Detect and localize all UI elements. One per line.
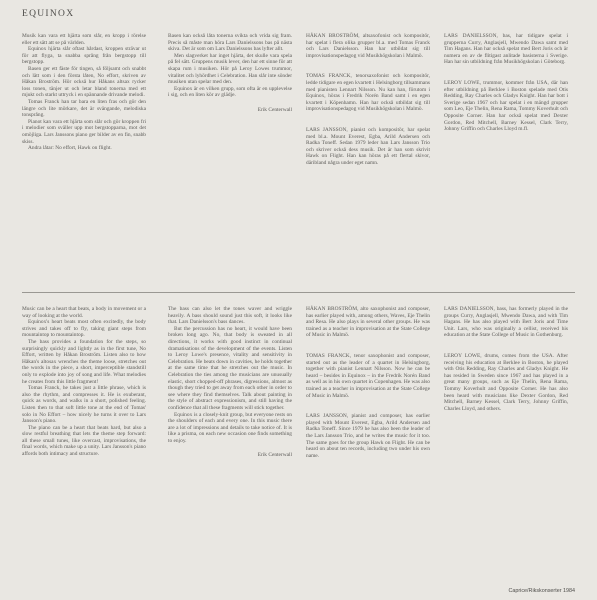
- paragraph: Equinox is a closely-knit group, but everyone rests on the shoulders of each and every one. In this music there are a lot of impressions and details to take notice of. It is like a prisma, on each new occasion one finds something to enjoy.: [168, 411, 292, 444]
- bio-franck: TOMAS FRANCK, tenorsaxofonist och kompositör, ledde tidigare en egen kvartett i Helsingborg tillsammans med pianisten Lennart Nilsson. Nu kan han, förutom i Equinox, höras i Fredrik Norén Band samt i en egen kvartett i Köpenhamn. Han har också utbildat sig till improvisationspedagog vid Musikhögskolan i Malmö.: [306, 73, 430, 113]
- paragraph: The piano can be a heart that beats hard, but also a slow restful breathing that lets the theme step forward: all these small tunes, like overcast, improvisations, the final words, which make up a unity. Lars Jansson's piano affords both intimacy and structure.: [22, 424, 146, 458]
- swedish-column-3: [306, 33, 430, 288]
- author-signature: Erik Centerwall: [257, 106, 292, 113]
- bio-brostrom: HÅKAN BROSTRÖM, alto saxophonist and composer, has earlier played with, among others, Waves, Eje Thelin and Resa. He also plays in several other groups. He was trained as a teacher in improvisation at the State College of Music in Malmö.: [306, 306, 430, 339]
- english-column-3: [306, 306, 430, 584]
- bio-jansson: LARS JANSSON, pianist och kompositör, har spelat med bl.a. Mount Everest, Egba, Arild Andersen och Radka Toneff. Sedan 1979 leder han Lars Jansson Trio och skriver också dess musik. Det är han som skrivit Hawk on Flight. Han kan höras på ett flertal skivor, däribland några under eget namn.: [306, 126, 430, 166]
- paragraph: Tomas Franck, he takes just a little phrase, which is also the rhythm, and compresses it. He is exuberant, quick as words, and walks in a short, polished feeling. Listen then to that soft little tone at the end of Tomas' solo in No Effort – how nicely he turns it over to Lars Jansson's piano.: [22, 385, 146, 425]
- paragraph: Basen kan också låta tonerna svikta och vrida sig fram. Precis så måste man höra Lars Danielssons bas på nästa skiva. Det är som om Lars Danielssons bas lyfter allt.: [168, 33, 292, 53]
- label-credit: Caprice/Rikskonserter 1984: [508, 588, 575, 594]
- paragraph: Men slagverket har inget hjärta, det skulle vara spela på fel sätt. Gruppens musik lever, den har ett sinne för att skapa rum i musiken. Hör på Leroy Lowes trummor, vitalitet och lyhördhet i Celebration. Han slår inte sönder musiken utan spelar med den.: [168, 52, 292, 86]
- paragraph: The bass can also let the tones waver and wriggle heavily. A bass should sound just this soft, it looks like that. Lars Danielsson's bass dances.: [168, 306, 292, 326]
- paragraph: Equinox hjärta slår oftast hårdast, kroppen strävar ut för att flyga, ta snabba språng från bergstopp till bergstopp.: [22, 46, 146, 66]
- paragraph: Equinox är en vilken grupp, som ofta är en upplevelse i sig, och en liten kör av glädje.: [168, 85, 292, 99]
- paragraph: Musik kan vara ett hjärta som slår, en kropp i rörelse eller ett sätt att se på världen.: [22, 33, 146, 46]
- paragraph: Basen ger ett fäste för tingen, så följsamt och snabbt och lätt som i den första låten, No effort, skriven av Håkan Broström. Hör också hur Håkans altsax rycker loss tonen, tänjer ut och letar bland tonerna med ett mjukt och starkt uttryck i en spännande drivande melodi.: [22, 65, 146, 99]
- english-column-4: [444, 306, 568, 584]
- paragraph: Tomas Franck han tar bara en liten fras och gör den längre och lite mörkare, det är svängande, melodiska tonsprång.: [22, 98, 146, 119]
- swedish-column-2: [168, 33, 292, 288]
- paragraph: Andra låtar: No effort, Hawk on flight.: [28, 145, 112, 152]
- section-divider: [22, 292, 575, 293]
- paragraph: The bass provides a foundation for the steps, so surprisingly quickly and lightly as in the first tune, No Effort, written by Håkan Broström. Listen also to how Håkan's altosax wrenches the theme loose, stretches out the words in the piece, a short, imperceptible standstill only to explode into joy of song and life. What melodies he creates from this little fragment!: [22, 338, 146, 385]
- author-signature: Erik Centerwall: [257, 452, 292, 459]
- english-column-2: [168, 306, 292, 584]
- paragraph: Music can be a heart that beats, a body in movement or a way of looking at the world.: [22, 306, 146, 319]
- bio-brostrom: HÅKAN BROSTRÖM, altsaxofonist och kompositör, har spelat i flera olika grupper bl.a. med Tomas Franck och Lars Danielsson. Han har utbildat sig till improvisationspedagog vid Musikhögskolan i Malmö.: [306, 33, 430, 59]
- bio-danielsson: LARS DANIELSSON, bass, has formerly played in the groups Curry, Anglasjell, Mwendo Dawa, and with Tim Hagans. He has also played with Bert Joris and Time Unit. Lars, who was originally a cellist, received his education at the State College of Music in Gothenburg.: [444, 306, 568, 339]
- paragraph: Pianot kan vara ett hjärta som slår och gör kroppen fri i melodier som sväller upp mot bergstopparna, mot det omöjliga. Lars Janssons piano ger bilder av en fin, snabb skiss.: [22, 118, 146, 145]
- swedish-column-1: [22, 33, 146, 288]
- bio-lowe: LEROY LOWE, trummor, kommer från USA, där han efter utbildning på Berklee i Boston spelade med Otis Redding, Ray Charles och Gladys Knight. Han har bott i Sverige sedan 1967 och har spelat i en mängd grupper som Leo, Eje Thelin, Rena Rama, Tommy Koverhult och Opposite Corner. Han har också spelat med Dexter Gordon, Red Mitchell, Barney Kessel, Clark Terry, Johnny Griffin och Charles Lloyd m.fl.: [444, 79, 568, 133]
- paragraph: But the percussion has no heart, it would have been broken long ago. No, that body is sweated in all directions, it works with good instinct in continual dramatisations of the development of the events. Listen to Leroy Lowe's presence, vitality and sensitivity in Celebration. He beats down in cavities, he holds together at the same time that he stretches out the music. In Celebration the ties among the musicians are unusually elastic, short chopped-off phrases, digressions, almost as though they tried to get away from each other in order to see where they find themselves. Talk about painting in the style of abstract expressionism, and still having the confidence that all these fragments will stick together.: [168, 325, 292, 411]
- bio-jansson: LARS JANSSON, pianist and composer, has earlier played with Mount Everest, Egba, Arild Andersen and Radka Toneff. Since 1979 he has also been the leader of the Lars Jansson Trio, and he writes the music for it too. The same goes for the group Hawk on Flight. He can be heard on about ten records, including two under his own name.: [306, 413, 430, 459]
- bio-lowe: LEROY LOWE, drums, comes from the USA. After receiving his education at Berklee in Boston, he played with Otis Redding, Ray Charles and Gladys Knight. He has resided in Sweden since 1967 and has played in a great many groups, such as Eje Thelin, Rena Rama, Tommy Koverhult and Opposite Corner. He has also been heard with musicians like Dexter Gordon, Red Mitchell, Barney Kessel, Clark Terry, Johnny Griffin, Charles Lloyd, and others.: [444, 352, 568, 412]
- paragraph: Equinox's heart beats most often excitedly, the body strives and takes off to fly, taking giant steps from mountaintop to mountaintop.: [22, 319, 146, 339]
- swedish-column-4: [444, 33, 568, 288]
- page-title: EQUINOX: [22, 9, 75, 19]
- english-column-1: [22, 306, 146, 584]
- bio-franck: TOMAS FRANCK, tenor saxophonist and composer, started out as the leader of a quartet in Helsingborg, together with pianist Lennart Nilsson. Now he can be heard – besides in Equinox – in the Fredrik Norén Band as well as in his own quartet in Copenhagen. He was also trained as a teacher in improvisation at the State College of Music in Malmö.: [306, 352, 430, 399]
- bio-danielsson: LARS DANIELSSON, bas, har tidigare spelat i grupperna Curry, Anglasjell, Mwendo Dawa samt med Tim Hagans. Han har också spelat med Bert Joris och är numera en av de flitigast anlitade basisterna i Sverige. Han har sin utbildning från Musikhögskolan i Göteborg.: [444, 33, 568, 66]
